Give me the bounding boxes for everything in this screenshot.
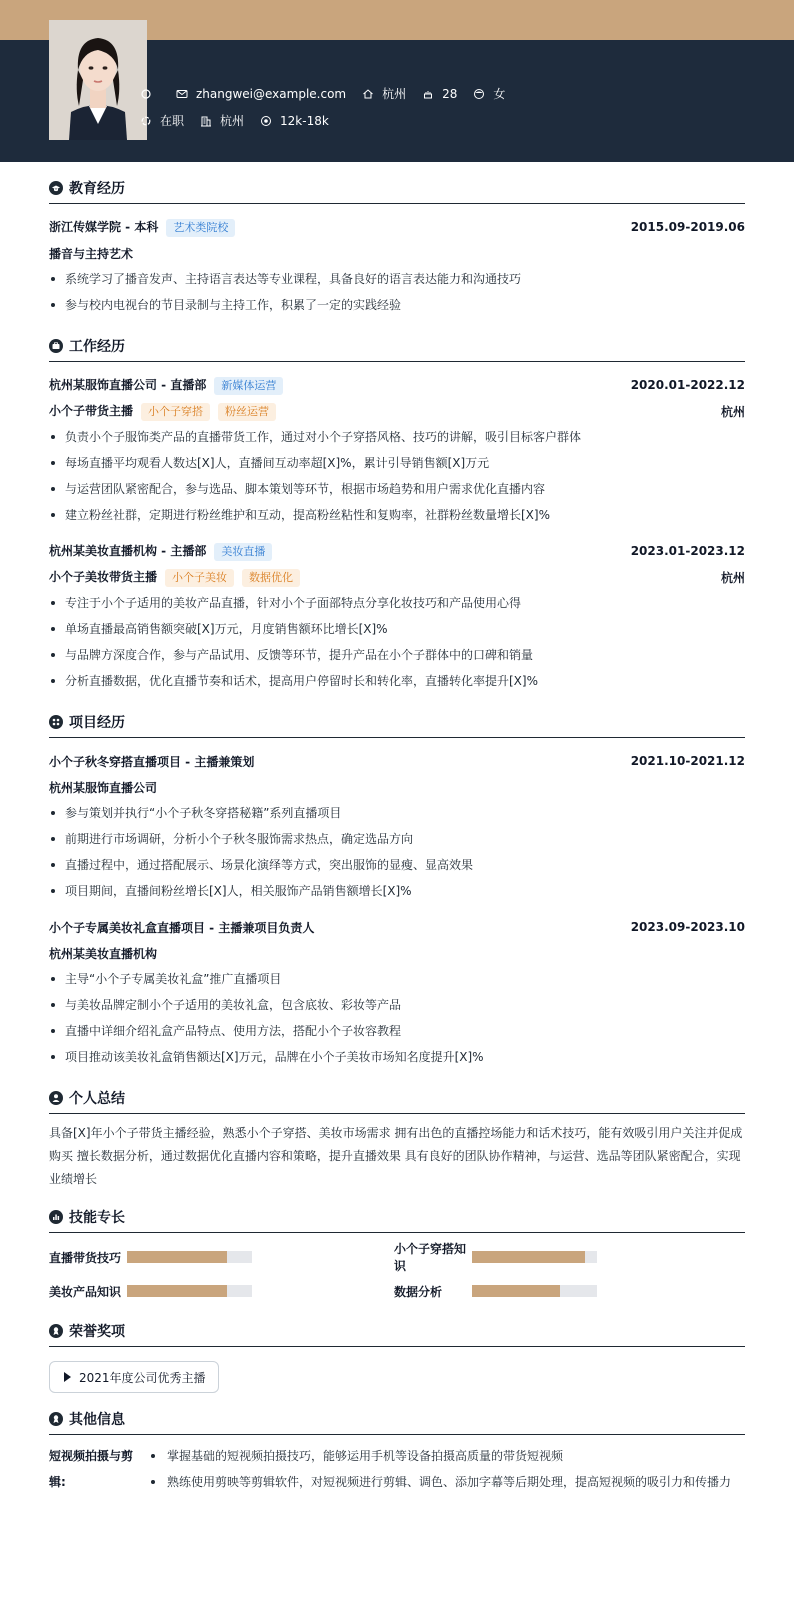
project-org: 杭州某服饰直播公司 — [49, 780, 158, 795]
role-tag: 小个子美妆 — [165, 569, 234, 587]
role-tag: 数据优化 — [242, 569, 300, 587]
list-item: 分析直播数据，优化直播节奏和话术，提高用户停留时长和转化率，直播转化率提升[X]% — [49, 668, 745, 694]
role-tag: 粉丝运营 — [218, 403, 276, 421]
company-tag: 新媒体运营 — [214, 377, 283, 395]
skill-bar — [127, 1285, 252, 1297]
list-item: 与运营团队紧密配合，参与选品、脚本策划等环节，根据市场趋势和用户需求优化直播内容 — [49, 476, 745, 502]
company-name: 杭州某美妆直播机构 - 主播部 — [49, 543, 207, 558]
company-name: 杭州某服饰直播公司 - 直播部 — [49, 377, 207, 392]
work-role-row — [49, 398, 745, 424]
project-entry-header — [49, 748, 745, 774]
skill-item — [49, 1277, 394, 1305]
project-title: 小个子专属美妆礼盒直播项目 - 主播兼项目负责人 — [49, 920, 315, 935]
role-name: 小个子带货主播 — [49, 403, 134, 418]
resume-body — [49, 172, 745, 1495]
list-item: 每场直播平均观看人数达[X]人，直播间互动率超[X]%，累计引导销售额[X]万元 — [49, 450, 745, 476]
contact-info-row — [140, 85, 521, 102]
home-icon — [362, 88, 374, 100]
project-period: 2021.10-2021.12 — [630, 754, 745, 768]
target-city-info — [200, 112, 244, 129]
education-bullets — [49, 266, 745, 318]
skill-name: 直播带货技巧 — [49, 1250, 122, 1265]
list-item: 专注于小个子适用的美妆产品直播，针对小个子面部特点分享化妆技巧和产品使用心得 — [49, 590, 745, 616]
work-entry-header — [49, 538, 745, 564]
refresh-icon — [140, 115, 152, 127]
work-period: 2020.01-2022.12 — [630, 378, 745, 392]
list-item: 项目推动该美妆礼盒销售额达[X]万元，品牌在小个子美妆市场知名度提升[X]% — [49, 1044, 745, 1070]
list-item: 与美妆品牌定制小个子适用的美妆礼盒，包含底妆、彩妆等产品 — [49, 992, 745, 1018]
skill-bar-fill — [127, 1251, 227, 1263]
status-info — [140, 112, 184, 129]
other-info-bullets — [149, 1443, 731, 1495]
phone-icon — [140, 88, 152, 100]
graduation-cap-icon — [49, 181, 63, 195]
list-item: 主导“小个子专属美妆礼盒”推广直播项目 — [49, 966, 745, 992]
age-text: 28 — [442, 86, 458, 101]
city-info — [362, 85, 406, 102]
skill-bar — [472, 1251, 597, 1263]
other-info-label: 短视频拍摄与剪辑: — [49, 1449, 134, 1489]
school-tag: 艺术类院校 — [166, 219, 235, 237]
skill-bar — [472, 1285, 597, 1297]
age-info — [422, 87, 457, 101]
project-entry-header — [49, 914, 745, 940]
work-period: 2023.01-2023.12 — [630, 544, 745, 558]
list-item: 直播中详细介绍礼盒产品特点、使用方法，搭配小个子妆容教程 — [49, 1018, 745, 1044]
user-icon — [473, 88, 485, 100]
job-info-row — [140, 112, 345, 129]
work-location: 杭州 — [720, 404, 745, 419]
education-major-row — [49, 240, 745, 266]
other-section-title: 其他信息 — [49, 1403, 745, 1435]
education-entry-header — [49, 214, 745, 240]
skill-item — [394, 1243, 739, 1271]
list-item: 建立粉丝社群，定期进行粉丝维护和互动，提高粉丝粘性和复购率，社群粉丝数量增长[X]% — [49, 502, 745, 528]
company-tag: 美妆直播 — [214, 543, 272, 561]
role-tag: 小个子穿搭 — [141, 403, 210, 421]
mail-icon — [176, 88, 188, 100]
work-role-row — [49, 564, 745, 590]
profile-photo — [49, 20, 147, 140]
work-bullets — [49, 424, 745, 528]
summary-text: 具备[X]年小个子带货主播经验，熟悉小个子穿搭、美妆市场需求 拥有出色的直播控场能力和话术技巧，能有效吸引用户关注并促成购买 擅长数据分析，通过数据优化直播内容和策略，提升直播效果 具有良好的团队协作精神，与运营、选品等团队紧密配合，实现业绩增长 — [49, 1126, 743, 1186]
summary-section-title: 个人总结 — [49, 1082, 745, 1114]
award-icon — [49, 1324, 63, 1338]
cake-icon — [422, 88, 434, 100]
skill-item — [49, 1243, 394, 1271]
skill-bar-fill — [472, 1251, 585, 1263]
salary-text: 12k-18k — [280, 113, 329, 128]
awards-section-title: 荣誉奖项 — [49, 1315, 745, 1347]
skill-name: 小个子穿搭知识 — [394, 1242, 467, 1273]
school-name: 浙江传媒学院 - 本科 — [49, 219, 159, 234]
list-item: 直播过程中，通过搭配展示、场景化演绎等方式，突出服饰的显瘦、显高效果 — [49, 852, 745, 878]
skill-name: 数据分析 — [394, 1284, 443, 1299]
project-org-row — [49, 940, 745, 966]
role-name: 小个子美妆带货主播 — [49, 569, 158, 584]
project-bullets — [49, 800, 745, 904]
major-name: 播音与主持艺术 — [49, 246, 134, 261]
phone-info — [140, 88, 160, 100]
bar-chart-icon — [49, 1210, 63, 1224]
gender-text: 女 — [493, 87, 506, 101]
education-section-title: 教育经历 — [49, 172, 745, 204]
skill-bar-fill — [127, 1285, 227, 1297]
target-city-text: 杭州 — [220, 114, 245, 128]
skill-name: 美妆产品知识 — [49, 1284, 122, 1299]
list-item: 负责小个子服饰类产品的直播带货工作，通过对小个子穿搭风格、技巧的讲解，吸引目标客户群体 — [49, 424, 745, 450]
list-item: 与品牌方深度合作，参与产品试用、反馈等环节，提升产品在小个子群体中的口碑和销量 — [49, 642, 745, 668]
project-title: 小个子秋冬穿搭直播项目 - 主播兼策划 — [49, 754, 255, 769]
list-item: 项目期间，直播间粉丝增长[X]人，相关服饰产品销售额增长[X]% — [49, 878, 745, 904]
building-icon — [200, 115, 212, 127]
status-text: 在职 — [160, 114, 185, 128]
projects-section-title: 项目经历 — [49, 706, 745, 738]
work-location: 杭州 — [720, 570, 745, 585]
city-text: 杭州 — [382, 87, 407, 101]
email-info — [176, 87, 346, 101]
skill-item — [394, 1277, 739, 1305]
triangle-right-icon — [64, 1372, 71, 1382]
target-icon — [260, 115, 272, 127]
list-item: 单场直播最高销售额突破[X]万元，月度销售额环比增长[X]% — [49, 616, 745, 642]
email-text: zhangwei@example.com — [196, 86, 347, 101]
other-info-block — [49, 1443, 745, 1495]
work-bullets — [49, 590, 745, 694]
list-item: 参与策划并执行“小个子秋冬穿搭秘籍”系列直播项目 — [49, 800, 745, 826]
project-org-row — [49, 774, 745, 800]
list-item: 掌握基础的短视频拍摄技巧，能够运用手机等设备拍摄高质量的带货短视频 — [149, 1443, 731, 1469]
award-icon — [49, 1412, 63, 1426]
gender-info — [473, 85, 505, 102]
project-org: 杭州某美妆直播机构 — [49, 946, 158, 961]
person-icon — [49, 1091, 63, 1105]
project-period: 2023.09-2023.10 — [630, 920, 745, 934]
list-item: 熟练使用剪映等剪辑软件，对短视频进行剪辑、调色、添加字幕等后期处理，提高短视频的吸引力和传播力 — [149, 1469, 731, 1495]
award-item[interactable] — [49, 1361, 219, 1393]
grid-icon — [49, 715, 63, 729]
list-item: 参与校内电视台的节目录制与主持工作，积累了一定的实践经验 — [49, 292, 745, 318]
list-item: 前期进行市场调研，分析小个子秋冬服饰需求热点，确定选品方向 — [49, 826, 745, 852]
skills-section-title: 技能专长 — [49, 1201, 745, 1233]
briefcase-icon — [49, 339, 63, 353]
education-period: 2015.09-2019.06 — [630, 220, 745, 234]
skill-bar — [127, 1251, 252, 1263]
salary-info — [260, 114, 329, 128]
skill-bar-fill — [472, 1285, 560, 1297]
skills-grid — [49, 1243, 745, 1305]
work-section-title: 工作经历 — [49, 330, 745, 362]
list-item: 系统学习了播音发声、主持语言表达等专业课程，具备良好的语言表达能力和沟通技巧 — [49, 266, 745, 292]
work-entry-header — [49, 372, 745, 398]
award-text: 2021年度公司优秀主播 — [79, 1370, 206, 1385]
project-bullets — [49, 966, 745, 1070]
